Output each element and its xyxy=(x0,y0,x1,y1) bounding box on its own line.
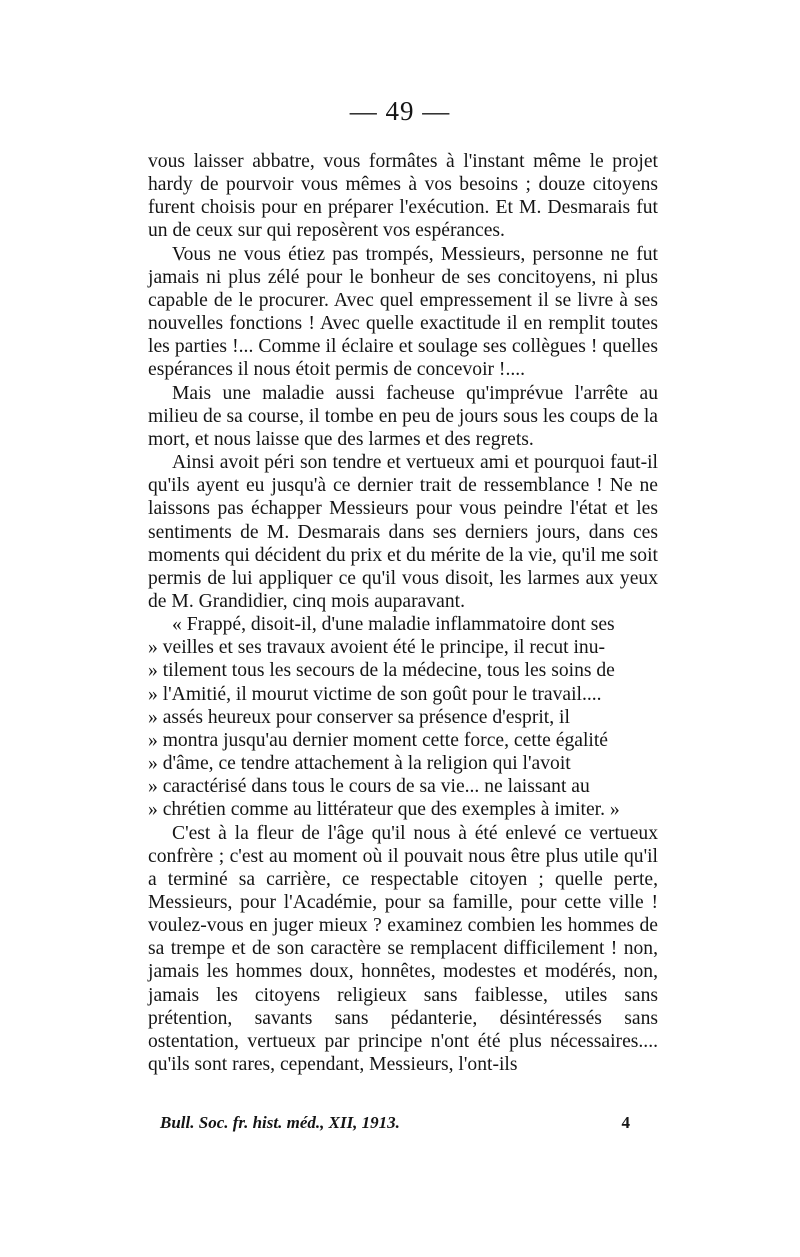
footer xyxy=(160,1113,630,1133)
quote-line: » tilement tous les secours de la médecine, tous les soins de xyxy=(148,660,615,682)
journal-reference: Bull. Soc. fr. hist. méd., XII, 1913. xyxy=(160,1113,400,1132)
paragraph-3: Mais une maladie aussi facheuse qu'imprévue l'arrête au milieu de sa course, il tombe en peu de jours sous les coups de la mort, et nous laisse que des larmes et des regrets. xyxy=(148,382,658,450)
quote-line: » montra jusqu'au dernier moment cette force, cette égalité xyxy=(148,729,608,751)
quote-line: » d'âme, ce tendre attachement à la religion qui l'avoit xyxy=(148,753,571,775)
body-text xyxy=(148,150,658,1076)
paragraph-4: Ainsi avoit péri son tendre et vertueux ami et pourquoi faut-il qu'ils ayent eu jusqu'à ce dernier trait de ressemblance ! Ne ne laissons pas échapper Messieurs pour vous peindre l'état et les sentiments de M. Desmarais dans ses derniers jours, dans ces moments qui décident du prix et du mérite de la vie, qu'il me soit permis de lui appliquer ce qu'il vous disoit, les larmes aux yeux de M. Grandidier, cinq mois auparavant. xyxy=(148,452,658,612)
signature-mark: 4 xyxy=(621,1113,630,1132)
paragraph-5: C'est à la fleur de l'âge qu'il nous à été enlevé ce vertueux confrère ; c'est au moment où il pouvait nous être plus utile qu'il a terminé sa carrière, ce respectable citoyen ; quelle perte, Messieurs, pour l'Académie, pour sa famille, pour cette ville ! voulez-vous en juger mieux ? examinez combien les hommes de sa trempe et de son caractère se remplacent difficilement ! non, jamais les hommes doux, honnêtes, modestes et modérés, non, jamais les citoyens religieux sans faiblesse, utiles sans prétention, savants sans pédanterie, désintéressés sans ostentation, vertueux par principe n'ont été plus nécessaires.... qu'ils sont rares, cependant, Messieurs, l'ont-ils xyxy=(148,822,658,1076)
quote-line: » chrétien comme au littérateur que des exemples à imiter. » xyxy=(148,799,620,821)
quote-line: » caractérisé dans tous le cours de sa vie... ne laissant au xyxy=(148,776,590,798)
paragraph-1: vous laisser abbatre, vous formâtes à l'instant même le projet hardy de pourvoir vous mêmes à vos besoins ; douze citoyens furent choisis pour en préparer l'exécution. Et M. Desmarais fut un de ceux sur qui reposèrent vos espérances. xyxy=(148,151,658,242)
quote-block xyxy=(148,613,658,821)
quote-line: » veilles et ses travaux avoient été le principe, il recut inu- xyxy=(148,637,606,659)
page-number: — 49 — xyxy=(349,96,451,126)
paragraph-2: Vous ne vous étiez pas trompés, Messieurs, personne ne fut jamais ni plus zélé pour le bonheur de ses concitoyens, ni plus capable de le procurer. Avec quel empressement il se livre à ses nouvelles fonctions ! Avec quelle exactitude il en remplit toutes les parties !... Comme il éclaire et soulage ses collègues ! quelles espérances il nous étoit permis de concevoir !.... xyxy=(148,243,658,381)
quote-line: » assés heureux pour conserver sa présence d'esprit, il xyxy=(148,706,570,728)
quote-line: » l'Amitié, il mourut victime de son goût pour le travail.... xyxy=(148,683,602,705)
quote-line: « Frappé, disoit-il, d'une maladie inflammatoire dont ses xyxy=(172,614,615,636)
